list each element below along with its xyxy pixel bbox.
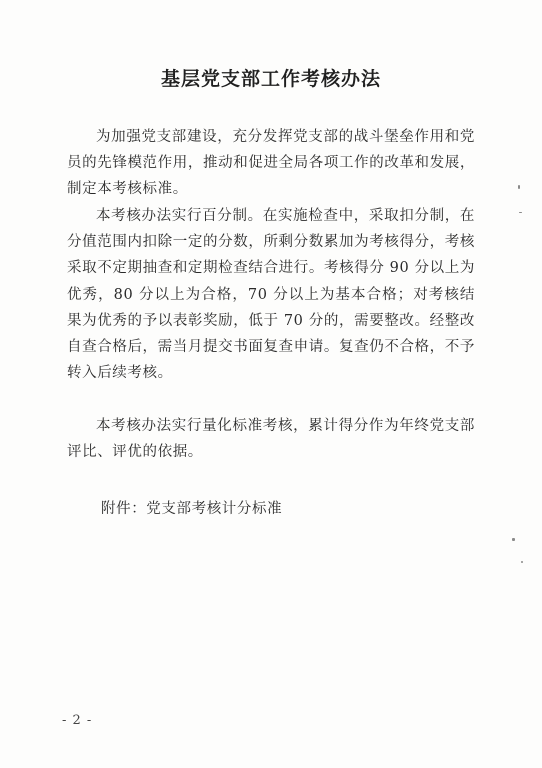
scan-speck xyxy=(512,538,515,541)
scan-speck xyxy=(518,185,520,189)
attachment-note: 附件：党支部考核计分标准 xyxy=(101,501,283,517)
scan-speck xyxy=(521,561,523,563)
scan-speck xyxy=(519,212,522,213)
paragraph-scoring-rules: 本考核办法实行百分制。在实施检查中，采取扣分制，在分值范围内扣除一定的分数，所剩分数累加为考核得分，考核采取不定期抽查和定期检查结合进行。考核得分 90 分以上为优秀，80 分以上为合格，70 分以上为基本合格；对考核结果为优秀的予以表彰奖励，低于 70 分的，需要整改。经整改自查合格后，需当月提交书面复查申请。复查仍不合格，不予转入后续考核。 xyxy=(67,208,475,382)
document-title: 基层党支部工作考核办法 xyxy=(160,68,381,90)
paragraph-annual-evaluation: 本考核办法实行量化标准考核，累计得分作为年终党支部评比、评优的依据。 xyxy=(67,418,475,461)
paragraph-purpose: 为加强党支部建设，充分发挥党支部的战斗堡垒作用和党员的先锋模范作用，推动和促进全局各项工作的改革和发展，制定本考核标准。 xyxy=(67,129,475,198)
page-number: - 2 - xyxy=(62,713,93,728)
